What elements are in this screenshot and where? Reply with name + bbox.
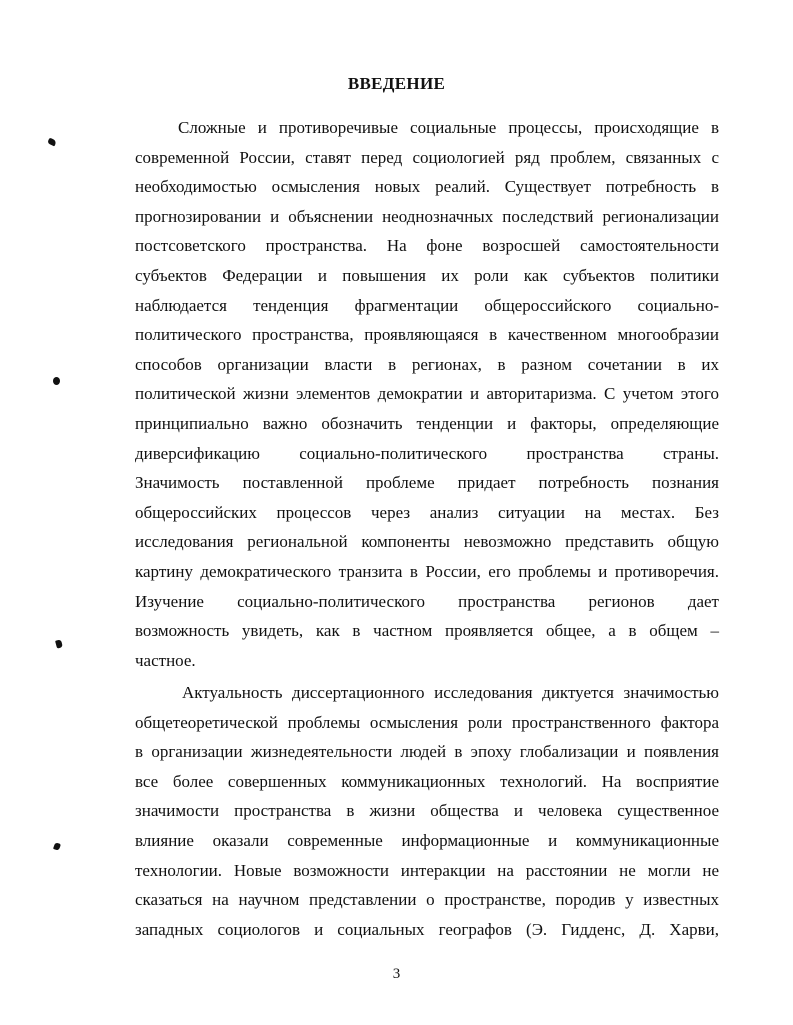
paragraph-line: значимости пространства в жизни общества и человека существенное bbox=[135, 801, 719, 821]
paragraph-line: Сложные и противоречивые социальные процессы, происходящие в bbox=[178, 118, 719, 137]
paragraph-line: частное. bbox=[135, 650, 196, 670]
paragraph-line: влияние оказали современные информационные и коммуникационные bbox=[135, 830, 719, 850]
paragraph-line: исследования региональной компоненты невозможно представить общую bbox=[135, 532, 719, 552]
paragraph-line: возможность увидеть, как в частном проявляется общее, а в общем – bbox=[135, 621, 719, 641]
paragraph-line: Актуальность диссертационного исследования диктуется значимостью bbox=[182, 683, 719, 702]
scan-artifact-mark bbox=[55, 639, 63, 648]
paragraph-line: общетеоретической проблемы осмысления роли пространственного фактора bbox=[135, 712, 719, 732]
paragraph-line: прогнозировании и объяснении неоднозначных последствий регионализации bbox=[135, 206, 719, 226]
paragraph-line: общероссийских процессов через анализ ситуации на местах. Без bbox=[135, 502, 719, 522]
paragraph-line: политического пространства, проявляющаяся в качественном многообразии bbox=[135, 325, 719, 345]
paragraph-2 bbox=[135, 678, 719, 944]
paragraph-line: способов организации власти в регионах, в разном сочетании в их bbox=[135, 354, 719, 374]
paragraph-line: политической жизни элементов демократии и авторитаризма. С учетом этого bbox=[135, 384, 719, 404]
paragraph-line: технологии. Новые возможности интеракции на расстоянии не могли не bbox=[135, 860, 719, 880]
page-title: ВВЕДЕНИЕ bbox=[347, 74, 446, 93]
scan-artifact-mark bbox=[53, 377, 60, 385]
scan-artifact-mark bbox=[53, 842, 61, 851]
page-number: 3 bbox=[392, 966, 401, 982]
paragraph-line: постсоветского пространства. На фоне возросшей самостоятельности bbox=[135, 236, 719, 256]
paragraph-line: принципиально важно обозначить тенденции и факторы, определяющие bbox=[135, 413, 719, 433]
paragraph-line: субъектов Федерации и повышения их роли как субъектов политики bbox=[135, 265, 719, 285]
paragraph-line: картину демократического транзита в России, его проблемы и противоречия. bbox=[135, 561, 719, 581]
paragraph-line: все более совершенных коммуникационных технологий. На восприятие bbox=[135, 771, 719, 791]
paragraph-line: сказаться на научном представлении о пространстве, породив у известных bbox=[135, 890, 719, 910]
paragraph-line: диверсификацию социально-политического пространства страны. bbox=[135, 443, 719, 463]
paragraph-line: современной России, ставят перед социологией ряд проблем, связанных с bbox=[135, 147, 719, 167]
paragraph-line: в организации жизнедеятельности людей в эпоху глобализации и появления bbox=[135, 742, 719, 762]
scan-artifact-mark bbox=[47, 138, 57, 147]
paragraph-line: Значимость поставленной проблеме придает потребность познания bbox=[135, 473, 719, 493]
paragraph-line: западных социологов и социальных географов (Э. Гидденс, Д. Харви, bbox=[135, 919, 719, 939]
paragraph-line: наблюдается тенденция фрагментации общероссийского социально- bbox=[135, 295, 719, 315]
paragraph-line: необходимостью осмысления новых реалий. Существует потребность в bbox=[135, 177, 719, 197]
paragraph-1 bbox=[135, 113, 719, 675]
paragraph-line: Изучение социально-политического пространства регионов дает bbox=[135, 591, 719, 611]
